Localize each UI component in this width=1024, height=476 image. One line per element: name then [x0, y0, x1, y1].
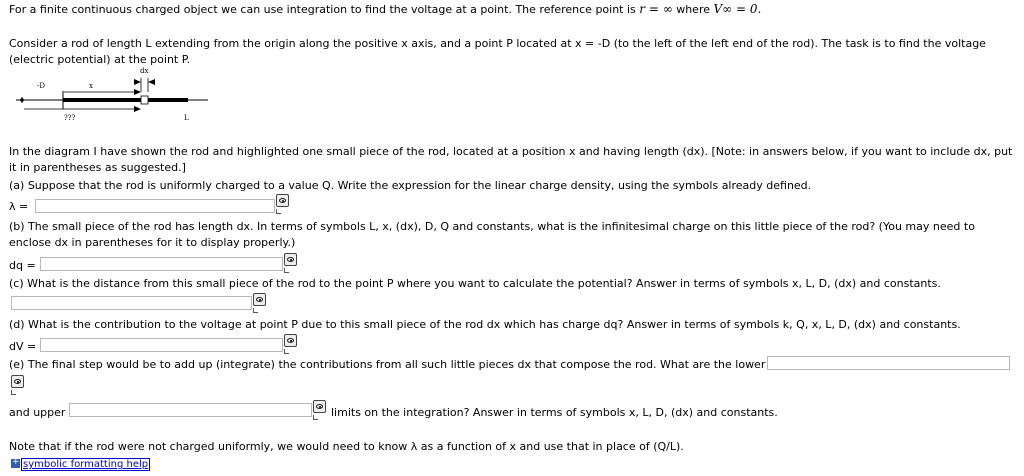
v-infinity-math: V∞ = 0.: [713, 2, 762, 16]
lower-limit-preview-button[interactable]: [11, 375, 24, 388]
eye-icon: [287, 338, 294, 343]
dq-label: dq =: [9, 259, 36, 272]
part-b-question-line-1: (b) The small piece of the rod has length dx. In terms of symbols L, x, (dx), D, Q and constants, what is the infinitesimal charge on this little piece of the rod? (You may need to: [9, 220, 975, 233]
x-arrowhead: [134, 89, 141, 95]
distance-preview-button[interactable]: [253, 293, 266, 306]
eye-icon: [256, 297, 263, 302]
dv-preview-button[interactable]: [284, 334, 297, 347]
upper-limit-preview-button[interactable]: [313, 400, 326, 413]
rod-piece: [141, 96, 148, 104]
label-dx: dx: [140, 67, 149, 75]
rod: [63, 98, 188, 102]
label-x: x: [89, 82, 93, 90]
description-line-1: In the diagram I have shown the rod and highlighted one small piece of the rod, located at a position x and having length (dx). [Note: in answers below, if you want to include dx, put: [9, 145, 1013, 158]
intro-text: For a finite continuous charged object we can use integration to find the voltage at a point. The reference point is: [9, 3, 636, 16]
and-upper-label: and upper: [9, 406, 66, 419]
dx-arrow-left: [134, 79, 141, 85]
description-line-2: it in parentheses as suggested.]: [9, 161, 186, 174]
lambda-input[interactable]: [35, 199, 275, 213]
lower-limit-input[interactable]: [767, 356, 1010, 370]
part-e-question: (e) The final step would be to add up (integrate) the contributions from all such little pieces dx that compose the rod. What are the lower: [9, 358, 766, 371]
dq-preview-button[interactable]: [284, 253, 297, 266]
lambda-preview-button[interactable]: [276, 194, 289, 207]
label-l: L: [184, 114, 189, 122]
label-unknown: ???: [64, 114, 76, 122]
lambda-label: λ =: [9, 200, 29, 213]
reference-math: r = ∞: [639, 2, 673, 16]
intro-line: [9, 2, 761, 16]
note-text: Note that if the rod were not charged uniformly, we would need to know λ as a function of x and use that in place of (Q/L).: [9, 440, 684, 453]
distance-input[interactable]: [11, 296, 252, 310]
dq-input[interactable]: [40, 257, 283, 271]
rod-diagram: [8, 64, 213, 124]
distance-arrowhead: [134, 106, 141, 112]
symbolic-formatting-help-link[interactable]: symbolic formatting help: [23, 459, 149, 470]
help-icon[interactable]: [11, 459, 20, 468]
intro-where: where: [676, 3, 710, 16]
part-c-question: (c) What is the distance from this small piece of the rod to the point P where you want to calculate the potential? Answer in terms of symbols x, L, D, (dx) and constants.: [9, 277, 941, 290]
return-arrow-icon: [313, 415, 318, 420]
return-arrow-icon: [11, 390, 16, 395]
part-d-question: (d) What is the contribution to the voltage at point P due to this small piece of the rod dx which has charge dq? Answer in terms of symbols k, Q, x, L, D, (dx) and constants.: [9, 318, 961, 331]
return-arrow-icon: [284, 349, 289, 354]
dv-label: dV =: [9, 340, 37, 353]
eye-icon: [14, 379, 21, 384]
problem-line-1: Consider a rod of length L extending from the origin along the positive x axis, and a point P located at x = -D (to the left of the left end of the rod). The task is to find the voltage: [9, 37, 986, 50]
part-a-question: (a) Suppose that the rod is uniformly charged to a value Q. Write the expression for the linear charge density, using the symbols already defined.: [9, 179, 812, 192]
help-link-row: [11, 457, 150, 470]
upper-limit-input[interactable]: [69, 403, 312, 417]
part-e-tail: limits on the integration? Answer in terms of symbols x, L, D, (dx) and constants.: [331, 406, 778, 419]
eye-icon: [316, 404, 323, 409]
dv-input[interactable]: [40, 338, 283, 352]
return-arrow-icon: [276, 209, 281, 214]
dx-arrow-right: [148, 79, 155, 85]
eye-icon: [287, 257, 294, 262]
problem-line-2: (electric potential) at the point P.: [9, 53, 191, 66]
eye-icon: [279, 198, 286, 203]
part-b-question-line-2: enclose dx in parentheses for it to display properly.): [9, 236, 296, 249]
return-arrow-icon: [253, 308, 258, 313]
point-p-dot: [20, 98, 24, 102]
label-minus-d: -D: [37, 82, 45, 90]
return-arrow-icon: [284, 268, 289, 273]
